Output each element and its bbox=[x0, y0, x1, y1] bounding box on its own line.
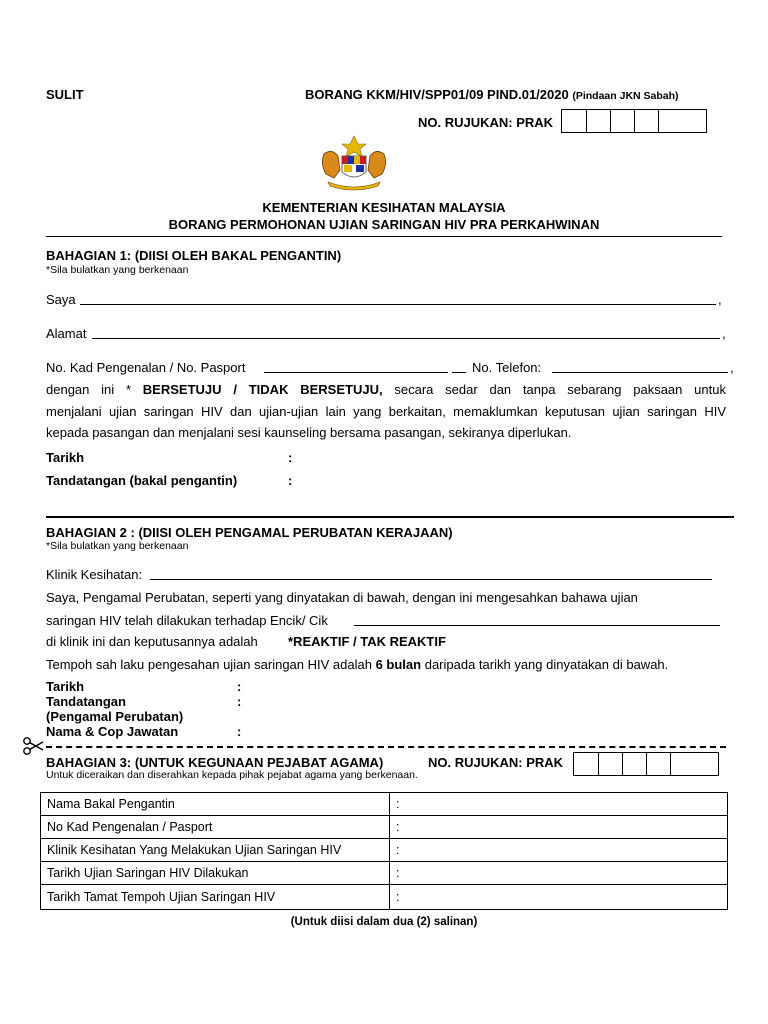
ref-box[interactable] bbox=[610, 110, 634, 132]
ic-field-extra bbox=[452, 372, 466, 373]
table-row bbox=[41, 839, 728, 862]
address-field[interactable] bbox=[92, 338, 720, 339]
part1-date-label: Tarikh bbox=[46, 450, 85, 465]
part2-text-2: saringan HIV telah dilakukan terhadap Encik/ Cik bbox=[46, 613, 328, 628]
part1-signature-label: Tandatangan (bakal pengantin) bbox=[46, 473, 238, 488]
part2-date-label: Tarikh bbox=[46, 679, 85, 694]
scissors-icon bbox=[22, 737, 44, 755]
declaration-line-3: kepada pasangan dan menjalani sesi kaunseling bersama pasangan, sekiranya diperlukan. bbox=[46, 425, 572, 440]
ref-box[interactable] bbox=[670, 753, 718, 775]
row-label: Tarikh Ujian Saringan HIV Dilakukan bbox=[41, 862, 390, 885]
ref-box[interactable] bbox=[646, 753, 670, 775]
validity-suffix: daripada tarikh yang dinyatakan di bawah. bbox=[424, 657, 669, 672]
part1-heading: BAHAGIAN 1: (DIISI OLEH BAKAL PENGANTIN) bbox=[46, 248, 342, 263]
form-title: BORANG PERMOHONAN UJIAN SARINGAN HIV PRA PERKAHWINAN bbox=[168, 217, 600, 232]
clinic-label: Klinik Kesihatan: bbox=[46, 567, 143, 582]
part2-text-1: Saya, Pengamal Perubatan, seperti yang dinyatakan di bawah, dengan ini mengesahkan bahawa ujian bbox=[46, 590, 638, 605]
form-code bbox=[305, 87, 679, 102]
classification-label: SULIT bbox=[46, 87, 84, 102]
colon: : bbox=[237, 679, 242, 694]
table-row bbox=[41, 862, 728, 885]
ref-box[interactable] bbox=[622, 753, 646, 775]
comma: , bbox=[722, 326, 726, 341]
part3-table bbox=[40, 792, 728, 910]
part3-reference-label: NO. RUJUKAN: PRAK bbox=[428, 755, 564, 770]
validity-prefix: Tempoh sah laku pengesahan ujian saringan HIV adalah bbox=[46, 657, 372, 672]
colon: : bbox=[288, 450, 293, 465]
declaration-line-2: menjalani ujian saringan HIV dan ujian-ujian lain yang berkaitan, memaklumkan keputusan ujian saringan HIV bbox=[46, 404, 726, 419]
part3-note: Untuk diceraikan dan diserahkan kepada pihak pejabat agama yang berkenaan. bbox=[46, 769, 418, 781]
row-label: No Kad Pengenalan / Pasport bbox=[41, 816, 390, 839]
row-value-field[interactable]: : bbox=[390, 793, 728, 816]
ref-box[interactable] bbox=[562, 110, 586, 132]
validity-period: 6 bulan bbox=[375, 657, 422, 672]
name-label: Saya bbox=[46, 292, 76, 307]
ref-box[interactable] bbox=[586, 110, 610, 132]
part2-text-3: di klinik ini dan keputusannya adalah bbox=[46, 634, 258, 649]
ic-label: No. Kad Pengenalan / No. Pasport bbox=[46, 360, 246, 375]
table-row bbox=[41, 885, 728, 910]
ministry-title: KEMENTERIAN KESIHATAN MALAYSIA bbox=[262, 200, 506, 215]
option-separator: / bbox=[233, 382, 237, 397]
row-value-field[interactable]: : bbox=[390, 816, 728, 839]
title-divider bbox=[46, 236, 722, 237]
ref-box[interactable] bbox=[658, 110, 706, 132]
patient-name-field[interactable] bbox=[354, 625, 720, 626]
comma: , bbox=[718, 292, 722, 307]
comma: , bbox=[730, 360, 734, 375]
part2-signature-sub: (Pengamal Perubatan) bbox=[46, 709, 184, 724]
part1-note: *Sila bulatkan yang berkenaan bbox=[46, 264, 189, 276]
result-options[interactable]: *REAKTIF / TAK REAKTIF bbox=[288, 634, 446, 649]
row-label: Tarikh Tamat Tempoh Ujian Saringan HIV bbox=[41, 885, 390, 910]
option-disagree[interactable]: TIDAK BERSETUJU, bbox=[248, 382, 383, 397]
ref-box[interactable] bbox=[634, 110, 658, 132]
part3-heading: BAHAGIAN 3: (UNTUK KEGUNAAN PEJABAT AGAMA) bbox=[46, 755, 384, 770]
cut-line bbox=[46, 746, 726, 748]
row-value-field[interactable]: : bbox=[390, 885, 728, 910]
part3-reference-boxes[interactable] bbox=[573, 752, 719, 776]
table-row bbox=[41, 816, 728, 839]
reference-number-boxes[interactable] bbox=[561, 109, 707, 133]
colon: : bbox=[288, 473, 293, 488]
row-value-field[interactable]: : bbox=[390, 839, 728, 862]
coat-of-arms-emblem bbox=[312, 134, 396, 194]
row-value-field[interactable]: : bbox=[390, 862, 728, 885]
form-amendment: (Pindaan JKN Sabah) bbox=[572, 90, 679, 102]
ref-box[interactable] bbox=[598, 753, 622, 775]
validity-text bbox=[46, 657, 668, 672]
section-divider bbox=[46, 516, 734, 518]
declaration-prefix: dengan ini * bbox=[46, 382, 132, 397]
row-label: Nama Bakal Pengantin bbox=[41, 793, 390, 816]
colon: : bbox=[237, 694, 242, 709]
table-row bbox=[41, 793, 728, 816]
part2-signature-label: Tandatangan bbox=[46, 694, 126, 709]
row-label: Klinik Kesihatan Yang Melakukan Ujian Saringan HIV bbox=[41, 839, 390, 862]
address-label: Alamat bbox=[46, 326, 87, 341]
part2-name-stamp-label: Nama & Cop Jawatan bbox=[46, 724, 179, 739]
declaration-rest: secara sedar dan tanpa sebarang paksaan untuk bbox=[394, 382, 726, 397]
declaration-line-1 bbox=[46, 379, 726, 401]
clinic-field[interactable] bbox=[150, 579, 712, 580]
option-agree[interactable]: BERSETUJU bbox=[142, 382, 222, 397]
reference-number-label: NO. RUJUKAN: PRAK bbox=[418, 115, 554, 130]
form-code-text: BORANG KKM/HIV/SPP01/09 PIND.01/2020 bbox=[305, 87, 569, 102]
ic-field[interactable] bbox=[264, 372, 448, 373]
name-field[interactable] bbox=[80, 304, 716, 305]
ref-box[interactable] bbox=[574, 753, 598, 775]
footer-note: (Untuk diisi dalam dua (2) salinan) bbox=[290, 916, 478, 928]
part2-note: *Sila bulatkan yang berkenaan bbox=[46, 540, 189, 552]
phone-label: No. Telefon: bbox=[472, 360, 542, 375]
colon: : bbox=[237, 724, 242, 739]
phone-field[interactable] bbox=[552, 372, 728, 373]
part2-heading: BAHAGIAN 2 : (DIISI OLEH PENGAMAL PERUBATAN KERAJAAN) bbox=[46, 525, 453, 540]
